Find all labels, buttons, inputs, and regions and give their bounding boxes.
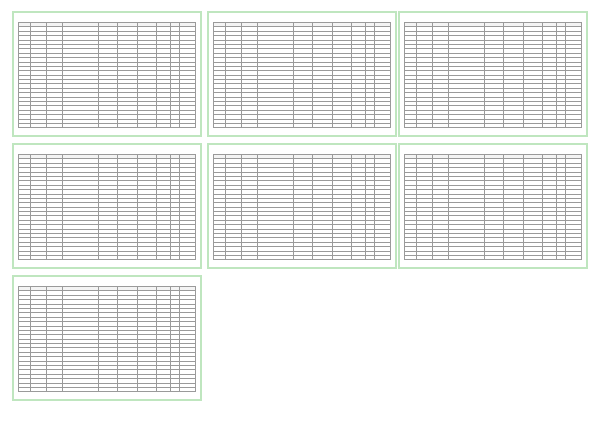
table-cell: [19, 387, 31, 391]
table-cell: [63, 255, 98, 259]
table-cell: [405, 123, 417, 127]
table-row: [19, 123, 196, 127]
table-cell: [504, 123, 523, 127]
document-page-6: [398, 143, 588, 269]
table-cell: [214, 123, 226, 127]
table-cell: [543, 123, 557, 127]
document-page-1: [12, 11, 202, 137]
table-cell: [98, 255, 117, 259]
table-cell: [433, 255, 449, 259]
table-cell: [137, 123, 156, 127]
table-cell: [98, 387, 117, 391]
table-cell: [313, 255, 332, 259]
table-cell: [98, 123, 117, 127]
table-cell: [557, 255, 566, 259]
table-cell: [258, 255, 293, 259]
record-table: [213, 22, 391, 128]
table-cell: [31, 255, 47, 259]
table-cell: [484, 123, 503, 127]
page-meta: [404, 15, 582, 22]
table-cell: [63, 387, 98, 391]
table-cell: [171, 123, 180, 127]
table-cell: [137, 387, 156, 391]
table-cell: [405, 255, 417, 259]
table-cell: [293, 123, 312, 127]
table-cell: [352, 255, 366, 259]
table-row: [214, 255, 391, 259]
document-page-5: [207, 143, 397, 269]
page-meta: [404, 147, 582, 154]
table-cell: [63, 123, 98, 127]
table-cell: [19, 255, 31, 259]
record-table: [404, 22, 582, 128]
table-cell: [504, 255, 523, 259]
table-cell: [47, 255, 63, 259]
table-cell: [157, 123, 171, 127]
table-cell: [47, 387, 63, 391]
table-row: [19, 255, 196, 259]
document-page-7: [12, 275, 202, 401]
table-cell: [366, 123, 375, 127]
table-cell: [31, 387, 47, 391]
table-cell: [417, 255, 433, 259]
table-row: [405, 123, 582, 127]
document-page-4: [12, 143, 202, 269]
record-table: [18, 22, 196, 128]
table-cell: [449, 123, 484, 127]
table-cell: [47, 123, 63, 127]
table-cell: [375, 255, 391, 259]
table-cell: [118, 123, 137, 127]
table-cell: [157, 255, 171, 259]
table-cell: [566, 255, 582, 259]
table-cell: [180, 387, 196, 391]
table-row: [405, 255, 582, 259]
table-cell: [523, 255, 542, 259]
table-cell: [180, 123, 196, 127]
table-cell: [31, 123, 47, 127]
table-cell: [157, 387, 171, 391]
page-meta: [18, 15, 196, 22]
table-cell: [484, 255, 503, 259]
table-cell: [293, 255, 312, 259]
table-cell: [433, 123, 449, 127]
table-cell: [226, 123, 242, 127]
table-cell: [137, 255, 156, 259]
table-cell: [180, 255, 196, 259]
table-cell: [417, 123, 433, 127]
record-table: [213, 154, 391, 260]
table-cell: [566, 123, 582, 127]
table-cell: [332, 123, 351, 127]
table-cell: [19, 123, 31, 127]
table-cell: [226, 255, 242, 259]
table-cell: [449, 255, 484, 259]
table-cell: [118, 255, 137, 259]
table-cell: [171, 255, 180, 259]
table-cell: [258, 123, 293, 127]
record-table: [18, 154, 196, 260]
page-meta: [213, 15, 391, 22]
table-cell: [313, 123, 332, 127]
document-page-3: [398, 11, 588, 137]
page-meta: [18, 279, 196, 286]
table-cell: [242, 255, 258, 259]
table-cell: [242, 123, 258, 127]
record-table: [404, 154, 582, 260]
document-page-2: [207, 11, 397, 137]
page-meta: [18, 147, 196, 154]
table-cell: [375, 123, 391, 127]
table-cell: [332, 255, 351, 259]
record-table: [18, 286, 196, 392]
table-cell: [557, 123, 566, 127]
table-cell: [118, 387, 137, 391]
table-row: [214, 123, 391, 127]
page-meta: [213, 147, 391, 154]
table-cell: [366, 255, 375, 259]
table-cell: [523, 123, 542, 127]
table-cell: [214, 255, 226, 259]
table-row: [19, 387, 196, 391]
table-cell: [171, 387, 180, 391]
table-cell: [352, 123, 366, 127]
table-cell: [543, 255, 557, 259]
